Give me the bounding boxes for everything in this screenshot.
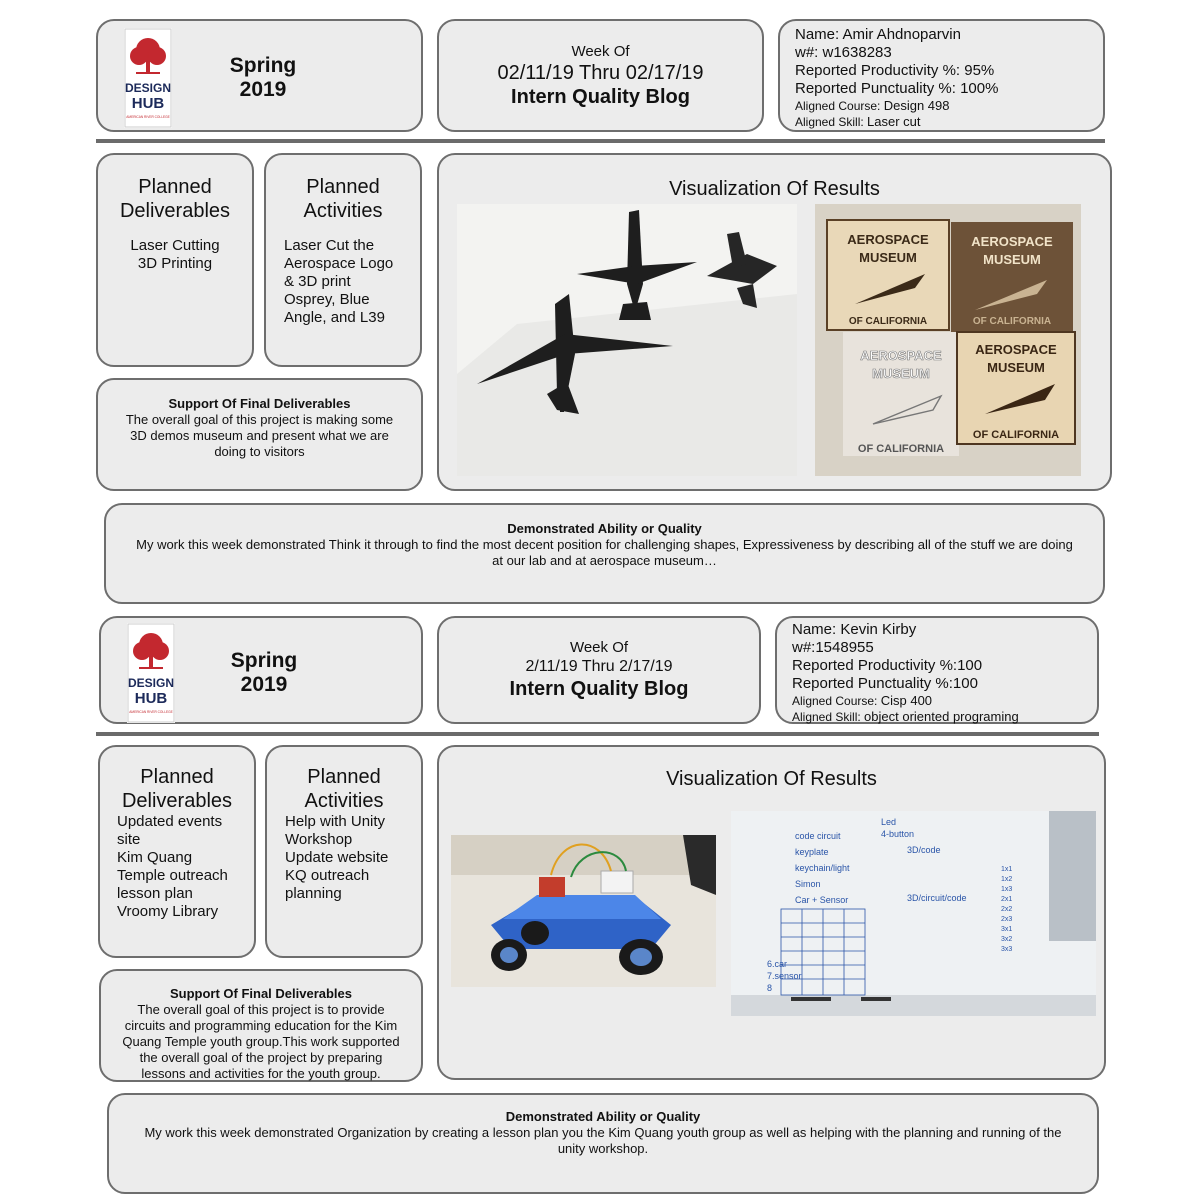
planned-activities-title: Planned Activities — [303, 176, 383, 222]
support-deliverables-box — [99, 969, 423, 1082]
season-year: 2019 — [239, 78, 287, 101]
whiteboard-note: Simon — [795, 879, 821, 889]
intern-info-box — [778, 19, 1105, 132]
season-label — [219, 649, 309, 697]
svg-text:2x3: 2x3 — [1001, 916, 1013, 923]
tile-text: AEROSPACE — [860, 348, 942, 363]
week-of-label: Week Of — [571, 42, 630, 60]
intern-info-box — [775, 616, 1099, 724]
tile-text: MUSEUM — [872, 366, 930, 381]
deliverable-item: 3D Printing — [137, 255, 213, 272]
aligned-skill: Aligned Skill: Laser cut — [795, 114, 921, 129]
svg-text:3x3: 3x3 — [1001, 946, 1013, 953]
ability-title: Demonstrated Ability or Quality — [505, 1109, 701, 1124]
season: Spring — [230, 649, 298, 672]
header-week-box — [437, 19, 764, 132]
activity-item: & 3D print — [284, 273, 351, 290]
deliverable-item: site — [117, 831, 141, 848]
season-year: 2019 — [240, 673, 288, 696]
photo-3d-printed-planes — [457, 204, 797, 476]
visualization-title: Visualization Of Results — [666, 768, 877, 790]
svg-text:3x2: 3x2 — [1001, 936, 1013, 943]
demonstrated-ability-box — [107, 1093, 1099, 1194]
support-text: The overall goal of this project is making some 3D demos museum and present what we are doing to visitors — [125, 412, 394, 459]
intern-wnumber: w#:1548955 — [792, 639, 874, 656]
planned-deliverables-title: Planned Deliverables — [119, 176, 231, 222]
planned-deliverables-title: Planned Deliverables — [121, 766, 233, 812]
activity-item: Update website — [285, 849, 389, 866]
logo-subtitle: AMERICAN RIVER COLLEGE — [129, 710, 173, 714]
reported-punctuality: Reported Punctuality %: 100% — [795, 80, 999, 97]
logo-word-hub: HUB — [134, 690, 168, 707]
support-deliverables-box — [96, 378, 423, 491]
svg-text:1x3: 1x3 — [1001, 886, 1013, 893]
whiteboard-note: code circuit — [795, 831, 841, 841]
whiteboard-note: Led — [881, 817, 897, 827]
planned-deliverables-box — [98, 745, 256, 958]
logo-word-design: DESIGN — [124, 81, 172, 95]
whiteboard-note: 3D/circuit/code — [907, 893, 967, 903]
design-hub-logo — [124, 28, 172, 128]
deliverable-item: Temple outreach — [117, 867, 228, 884]
activity-item: Angle, and L39 — [284, 309, 385, 326]
photo-robot-car — [451, 835, 716, 987]
ability-text: My work this week demonstrated Organization by creating a lesson plan you the Kim Quang youth group as well as helping with the planning and running of the unity workshop. — [144, 1125, 1062, 1156]
header-logo-box — [99, 616, 423, 724]
activities-list — [266, 237, 420, 327]
week-dates: 2/11/19 Thru 2/17/19 — [525, 658, 673, 675]
whiteboard-note: 7.sensor — [767, 971, 802, 981]
week-of-label: Week Of — [569, 639, 629, 656]
tile-text: OF CALIFORNIA — [972, 316, 1052, 327]
planned-deliverables-box — [96, 153, 254, 367]
svg-text:1x2: 1x2 — [1001, 876, 1013, 883]
activity-item: Workshop — [285, 831, 353, 848]
tile-text: MUSEUM — [859, 250, 917, 265]
activity-item: Aerospace Logo — [284, 255, 394, 272]
logo-word-hub: HUB — [131, 95, 165, 112]
deliverable-item: lesson plan — [117, 885, 193, 902]
reported-punctuality: Reported Punctuality %:100 — [792, 675, 978, 692]
tile-text: AEROSPACE — [975, 342, 1057, 357]
reported-productivity: Reported Productivity %: 95% — [795, 62, 995, 79]
svg-text:3x1: 3x1 — [1001, 926, 1013, 933]
visualization-box — [437, 745, 1106, 1080]
whiteboard-note: 4-button — [881, 829, 915, 839]
visualization-box — [437, 153, 1112, 491]
design-hub-logo — [127, 623, 175, 723]
activity-item: Laser Cut the — [284, 237, 375, 254]
section-divider — [96, 732, 1099, 736]
ability-text: My work this week demonstrated Think it through to find the most decent position for challenging shapes, Expressiveness by describing all of the stuff we are doing at our lab and at aerospace museum… — [136, 537, 1073, 568]
tile-text: AEROSPACE — [847, 232, 929, 247]
deliverable-item: Vroomy Library — [117, 903, 219, 920]
aligned-course: Aligned Course: Design 498 — [795, 98, 950, 113]
whiteboard-note: 6.car — [767, 959, 788, 969]
intern-name: Name: Amir Ahdnoparvin — [795, 26, 961, 43]
deliverable-item: Updated events — [117, 813, 223, 830]
activity-item: planning — [285, 885, 342, 902]
aligned-skill: Aligned Skill: object oriented programing — [792, 709, 1019, 724]
whiteboard-note: keychain/light — [795, 863, 850, 873]
deliverables-list — [98, 237, 252, 273]
tile-text: OF CALIFORNIA — [848, 316, 928, 327]
whiteboard-note: Car + Sensor — [795, 895, 849, 905]
header-week-box — [437, 616, 761, 724]
photo-whiteboard — [731, 811, 1096, 1016]
whiteboard-note: 8 — [767, 983, 773, 993]
svg-text:1x1: 1x1 — [1001, 866, 1013, 873]
logo-word-design: DESIGN — [127, 676, 175, 690]
deliverable-item: Kim Quang — [117, 849, 193, 866]
tile-text: MUSEUM — [987, 360, 1045, 375]
svg-text:2x1: 2x1 — [1001, 896, 1013, 903]
support-text: The overall goal of this project is to provide circuits and programming education for the Kim Quang Temple youth group.This work supported the overall goal of the project by preparing lessons and activities for the youth group. — [122, 1002, 400, 1081]
tile-text: OF CALIFORNIA — [972, 429, 1060, 441]
whiteboard-note: 3D/code — [907, 845, 941, 855]
activity-item: Osprey, Blue — [284, 291, 370, 308]
activity-item: Help with Unity — [285, 813, 386, 830]
svg-text:2x2: 2x2 — [1001, 906, 1013, 913]
deliverables-list — [100, 813, 254, 921]
intern-name: Name: Kevin Kirby — [792, 621, 917, 638]
tile-text: MUSEUM — [983, 252, 1041, 267]
deliverable-item: Laser Cutting — [130, 237, 220, 254]
whiteboard-note: keyplate — [795, 847, 829, 857]
support-title: Support Of Final Deliverables — [169, 986, 353, 1001]
blog-title: Intern Quality Blog — [511, 85, 690, 108]
reported-productivity: Reported Productivity %:100 — [792, 657, 983, 674]
blog-title: Intern Quality Blog — [509, 678, 689, 700]
activity-item: KQ outreach — [285, 867, 370, 884]
season: Spring — [229, 54, 297, 77]
planned-activities-title: Planned Activities — [304, 766, 384, 812]
ability-title: Demonstrated Ability or Quality — [507, 521, 702, 536]
visualization-title: Visualization Of Results — [669, 178, 880, 200]
intern-wnumber: w#: w1638283 — [795, 44, 892, 61]
section-divider — [96, 139, 1105, 143]
week-dates: 02/11/19 Thru 02/17/19 — [497, 61, 704, 84]
aligned-course: Aligned Course: Cisp 400 — [792, 693, 933, 708]
tile-text: AEROSPACE — [971, 234, 1053, 249]
activities-list — [267, 813, 421, 903]
logo-subtitle: AMERICAN RIVER COLLEGE — [126, 115, 170, 119]
photo-laser-cut-tiles — [815, 204, 1081, 476]
planned-activities-box — [264, 153, 422, 367]
demonstrated-ability-box — [104, 503, 1105, 604]
planned-activities-box — [265, 745, 423, 958]
tile-text: OF CALIFORNIA — [857, 443, 945, 455]
header-logo-box — [96, 19, 423, 132]
season-label — [218, 54, 308, 102]
support-title: Support Of Final Deliverables — [168, 396, 351, 411]
